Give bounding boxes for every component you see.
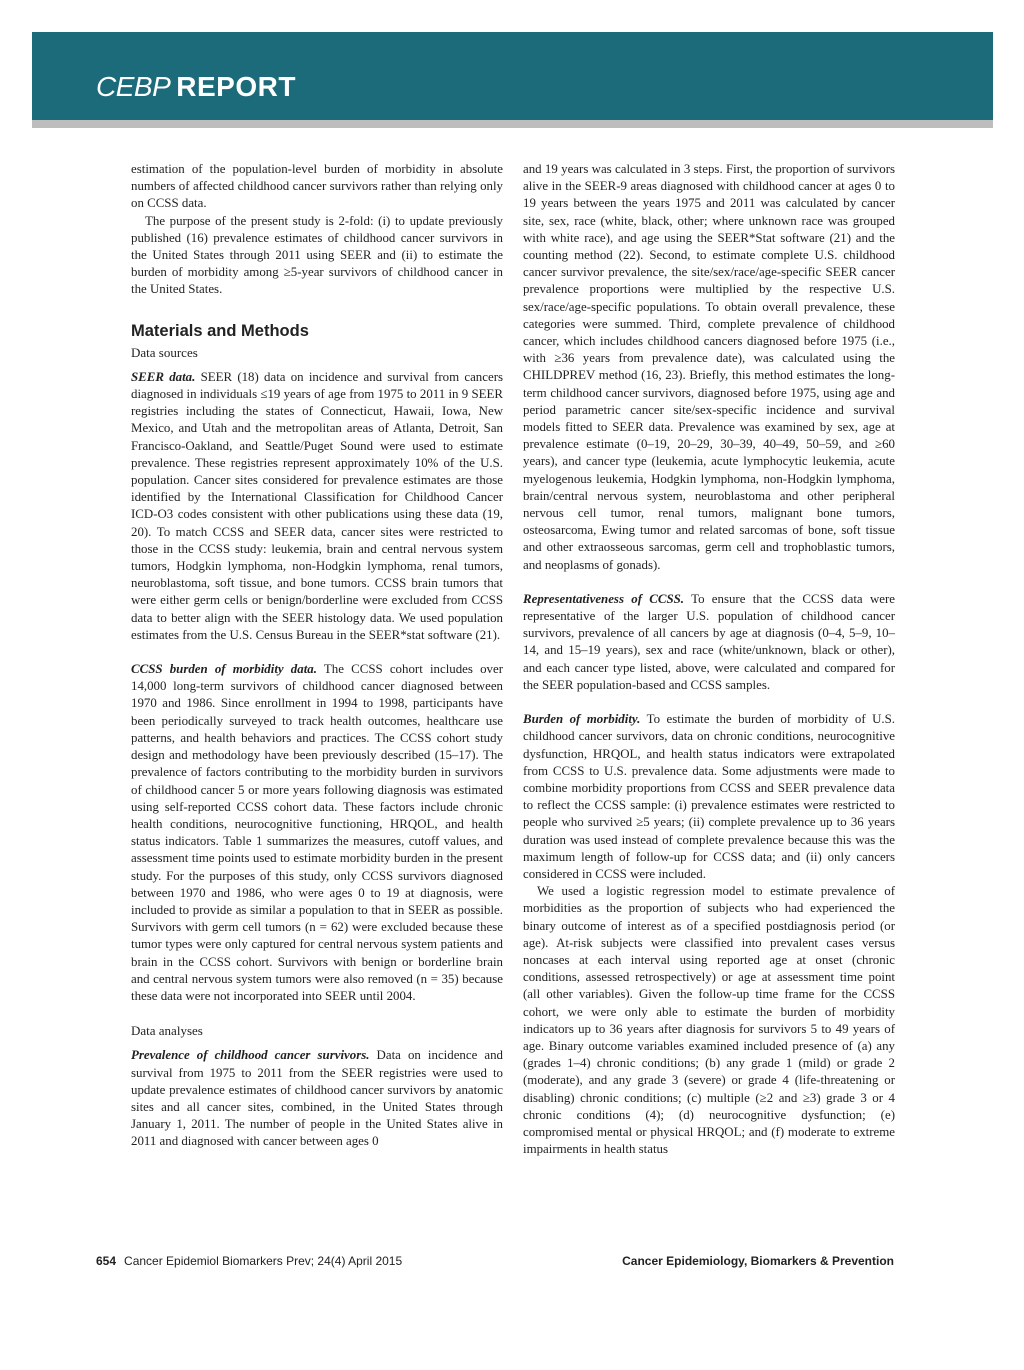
burden-paragraph bbox=[523, 711, 895, 883]
ccss-burden-paragraph bbox=[131, 661, 503, 1005]
citation-text: Cancer Epidemiol Biomarkers Prev; 24(4) April 2015 bbox=[124, 1254, 403, 1268]
intro-paragraph-1: estimation of the population-level burden of morbidity in absolute numbers of affected childhood cancer survivors rather than relying only on CCSS data. bbox=[131, 162, 503, 211]
left-column bbox=[131, 161, 503, 1151]
seer-data-label: SEER data. bbox=[131, 369, 196, 384]
logistic-model-paragraph: We used a logistic regression model to estimate prevalence of morbidities as the proportion of subjects who had experienced the binary outcome of interest as of a specified postdiagnosis period (or age). At-risk subjects were classified into prevalent cases versus noncases at each interval using reported age at onset (chronic conditions, assessed retrospectively) or age at assessment time point (all other variables). Given the follow-up time frame for the CCSS cohort, we were only able to estimate the burden of morbidity indicators up to 36 years after diagnosis for survivors 5 to 49 years of age. Binary outcome variables examined included presence of (a) any (grades 1–4) chronic conditions; (b) any grade 1 (mild) or grade 2 (moderate), and any grade 3 (severe) or grade 4 (life-threatening or disabling) chronic conditions; (c) multiple (≥2 and ≥3) grade 3 or 4 chronic conditions (4); (d) neurocognitive dysfunction; (e) compromised mental or physical HRQOL; and (f) moderate to extreme impairments in health status bbox=[523, 884, 895, 1157]
representativeness-text: To ensure that the CCSS data were representative of the larger U.S. population of childhood cancer survivors, prevalence of all cancers by age at diagnosis (0–4, 5–9, 10–14, and 15–19 years), sex and race (white/unknown, black or other), and each cancer type listed, above, were calculated and compared for the SEER population-based and CCSS samples. bbox=[523, 591, 895, 692]
ccss-burden-text: The CCSS cohort includes over 14,000 long-term survivors of childhood cancer diagnosed between 1970 and 1986. Since enrollment in 1994 to 1998, participants have been periodically surveyed to track health outcomes, healthcare use patterns, and health behaviors and practices. The CCSS cohort study design and methodology have been previously described (15–17). The prevalence of factors contributing to the morbidity burden in survivors of childhood cancer 5 or more years following diagnosis was estimated using self-reported CCSS cohort data. These factors include chronic health conditions, neurocognitive functioning, HRQOL, and health status indicators. Table 1 summarizes the measures, cutoff values, and assessment time points used to estimate morbidity burden in the present study. For the purposes of this study, only CCSS survivors diagnosed between 1970 and 1986, who were ages 0 to 19 at diagnosis, were included to provide as similar a population to that in SEER as possible. Survivors with germ cell tumors (n = 62) were excluded because these tumor types were only captured for central nervous system patients and brain in the CCSS cohort. Survivors with benign or borderline brain and central nervous system tumors were also removed (n = 35) because these data were not incorporated into SEER until 2004. bbox=[131, 662, 503, 1003]
prevalence-text: Data on incidence and survival from 1975 to 2011 from the SEER registries were used to update prevalence estimates of childhood cancer survivors by anatomic sites and all cancer sites, combined, in the United States through January 1, 2011. The number of people in the United States alive in 2011 and diagnosed with cancer between ages 0 bbox=[131, 1048, 503, 1149]
journal-abbrev: CEBP bbox=[96, 71, 171, 102]
prevalence-paragraph bbox=[131, 1047, 503, 1150]
right-column bbox=[523, 161, 895, 1158]
data-analyses-heading: Data analyses bbox=[131, 1023, 203, 1039]
journal-section-title bbox=[96, 71, 296, 103]
ccss-burden-label: CCSS burden of morbidity data. bbox=[131, 662, 317, 677]
continued-paragraph: and 19 years was calculated in 3 steps. First, the proportion of survivors alive in the SEER-9 areas diagnosed with childhood cancer at ages 0 to 19 years between the years 1975 and 2011 was calculated by cancer site, sex, race (white, black, other; where unknown race was grouped with white race), and age using the SEER*Stat software (21) and the counting method (22). Second, to estimate complete U.S. childhood cancer survivor prevalence, the site/sex/race/age-specific SEER cancer prevalence proportions were multiplied by the respective U.S. sex/race/age-specific populations. To obtain overall prevalence, these categories were summed. Third, complete prevalence of childhood cancer, which includes childhood cancers diagnosed before 1975 (i.e., with ≥36 years from prevalence date), was calculated using the CHILDPREV method (16, 23). Briefly, this method estimates the long-term childhood cancer survivors, diagnosed before 1975, using age and period parametric cancer site/sex-specific incidence and survival models fitted to SEER data. Prevalence was examined by sex, age at prevalence estimate (0–19, 20–29, 30–39, 40–49, 50–59, and ≥60 years), and cancer type (leukemia, acute lymphocytic leukemia, acute myelogenous leukemia, Hodgkin lymphoma, non-Hodgkin lymphoma, brain/central nervous system, neuroblastoma and other peripheral nervous cell tumor, renal tumors, malignant bone tumors, osteosarcoma, Ewing tumor and related sarcomas of bone, soft tissue and other extraosseous sarcomas, germ cell and trophoblastic tumors, and neoplasms of gonads). bbox=[523, 162, 895, 572]
seer-data-text: SEER (18) data on incidence and survival from cancers diagnosed in individuals ≤19 years of age from 1975 to 2011 in 9 SEER registries including the states of Connecticut, Hawaii, Iowa, New Mexico, and Utah and the metropolitan areas of Atlanta, Detroit, San Francisco-Oakland, and Seattle/Puget Sound were used to estimate prevalence. These registries represent approximately 10% of the U.S. population. Cancer sites considered for prevalence estimates are those identified by the International Classification for Childhood Cancer ICD-O3 codes consistent with other publications using these data (19, 20). To match CCSS and SEER data, cancer sites were restricted to those in the CCSS study: leukemia, brain and central nervous system tumors, Hodgkin lymphoma, non-Hodgkin lymphoma, renal tumors, neuroblastoma, soft tissue, and bone tumors. CCSS brain tumors that were either germ cells or benign/borderline were excluded from CCSS data to better align with the SEER histology data. We used population estimates from the U.S. Census Bureau in the SEER*stat software (21). bbox=[131, 369, 503, 642]
data-sources-heading: Data sources bbox=[131, 344, 198, 360]
burden-text: To estimate the burden of morbidity of U.S. childhood cancer survivors, data on chronic conditions, neurocognitive dysfunction, HRQOL, and health status indicators were extrapolated from CCSS to U.S. prevalence data. Some adjustments were made to combine morbidity proportions from CCSS and SEER prevalence data to reflect the CCSS sample: (i) prevalence estimates were restricted to people who survived ≥5 years; (ii) complete prevalence up to 36 years duration was used instead of complete prevalence because this was the maximum length of follow-up for CCSS data; and (ii) only cancers considered in CCSS were included. bbox=[523, 712, 895, 881]
intro-paragraph-2: The purpose of the present study is 2-fold: (i) to update previously published (16) prevalence estimates of childhood cancer survivors in the United States through 2011 using SEER and (ii) to estimate the burden of morbidity among ≥5-year survivors of childhood cancer in the United States. bbox=[131, 213, 503, 297]
page-number: 654 bbox=[96, 1254, 117, 1268]
representativeness-label: Representativeness of CCSS. bbox=[523, 591, 685, 606]
footer-citation bbox=[96, 1253, 402, 1269]
seer-data-paragraph bbox=[131, 369, 503, 644]
footer-journal-name: Cancer Epidemiology, Biomarkers & Prevention bbox=[622, 1254, 894, 1268]
prevalence-label: Prevalence of childhood cancer survivors. bbox=[131, 1048, 370, 1063]
header-divider-bar bbox=[32, 120, 993, 128]
section-label: REPORT bbox=[176, 71, 296, 102]
representativeness-paragraph bbox=[523, 591, 895, 694]
burden-label: Burden of morbidity. bbox=[523, 712, 641, 727]
methods-heading: Materials and Methods bbox=[131, 321, 309, 340]
